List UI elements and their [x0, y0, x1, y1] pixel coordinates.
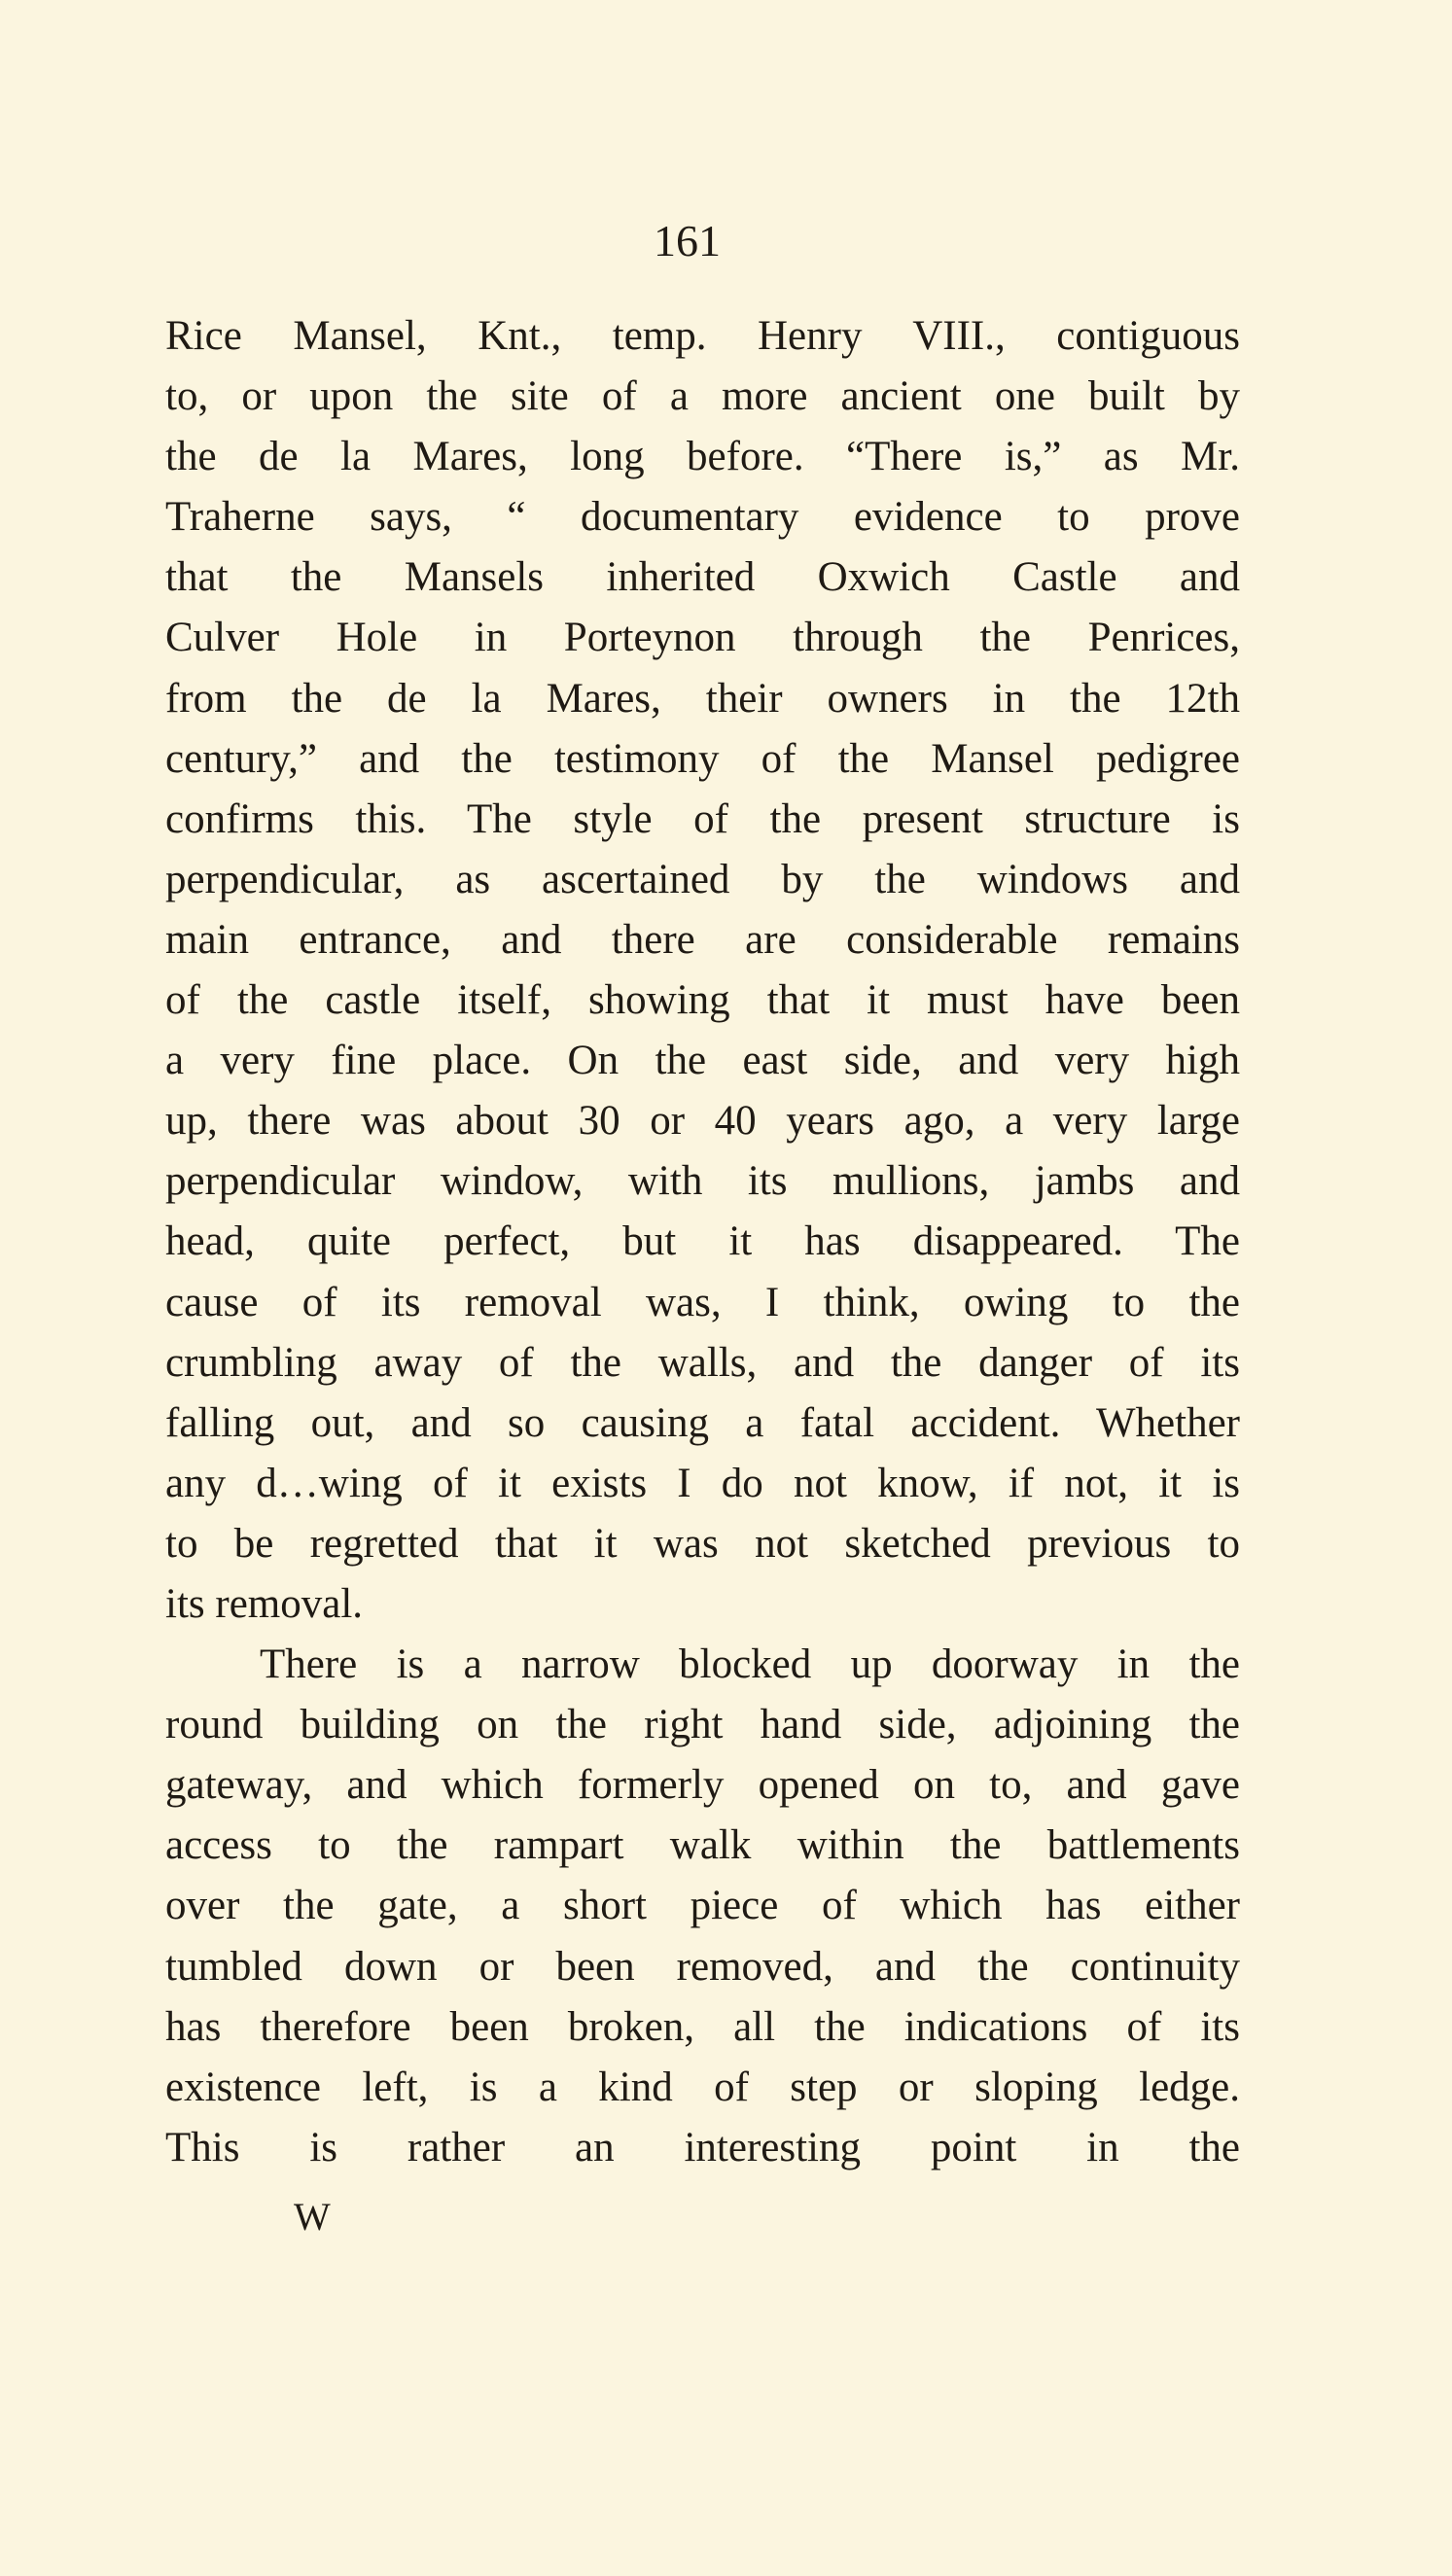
text-line: over the gate, a short piece of which has either [165, 1883, 1240, 1929]
text-line: that the Mansels inherited Oxwich Castle and [165, 554, 1240, 601]
text-line: up, there was about 30 or 40 years ago, a very large [165, 1098, 1240, 1145]
text-line: gateway, and which formerly opened on to, and gave [165, 1762, 1240, 1809]
text-line: perpendicular, as ascertained by the windows and [165, 856, 1240, 902]
text-line: any d…wing of it exists I do not know, if not, it is [165, 1460, 1240, 1506]
text-line: to be regretted that it was not sketched previous to [165, 1520, 1240, 1567]
body-text [165, 306, 1240, 2178]
text-line: to, or upon the site of a more ancient one built by [165, 373, 1240, 420]
text-line: the de la Mares, long before. “There is,” as Mr. [165, 434, 1240, 480]
text-line: crumbling away of the walls, and the danger of its [165, 1339, 1240, 1386]
text-line: Rice Mansel, Knt., temp. Henry VIII., contiguous [165, 313, 1240, 359]
text-line: existence left, is a kind of step or sloping ledge. [165, 2064, 1240, 2110]
text-line: head, quite perfect, but it has disappeared. The [165, 1218, 1240, 1265]
catchword: W [294, 2195, 331, 2239]
text-line: round building on the right hand side, adjoining the [165, 1702, 1240, 1748]
text-line: access to the rampart walk within the battlements [165, 1822, 1240, 1869]
page-number: 161 [654, 216, 721, 265]
paragraph-end-line: its removal. [165, 1580, 364, 1627]
text-line: falling out, and so causing a fatal accident. Whether [165, 1399, 1240, 1446]
text-line: main entrance, and there are considerable remains [165, 916, 1240, 963]
text-line: a very fine place. On the east side, and very high [165, 1038, 1240, 1084]
text-line: perpendicular window, with its mullions, jambs and [165, 1158, 1240, 1205]
text-line: century,” and the testimony of the Mansel pedigree [165, 735, 1240, 782]
text-line: has therefore been broken, all the indications of its [165, 2003, 1240, 2050]
text-line: of the castle itself, showing that it must have been [165, 977, 1240, 1024]
text-line: from the de la Mares, their owners in the 12th [165, 675, 1240, 722]
paragraph-start-line: There is a narrow blocked up doorway in the [260, 1641, 1240, 1688]
text-line: cause of its removal was, I think, owing to the [165, 1279, 1240, 1325]
text-line: tumbled down or been removed, and the continuity [165, 1943, 1240, 1990]
text-line: Traherne says, “ documentary evidence to prove [165, 494, 1240, 541]
text-line: confirms this. The style of the present structure is [165, 795, 1240, 842]
text-line: Culver Hole in Porteynon through the Penrices, [165, 615, 1240, 661]
text-line: This is rather an interesting point in the [165, 2124, 1240, 2170]
